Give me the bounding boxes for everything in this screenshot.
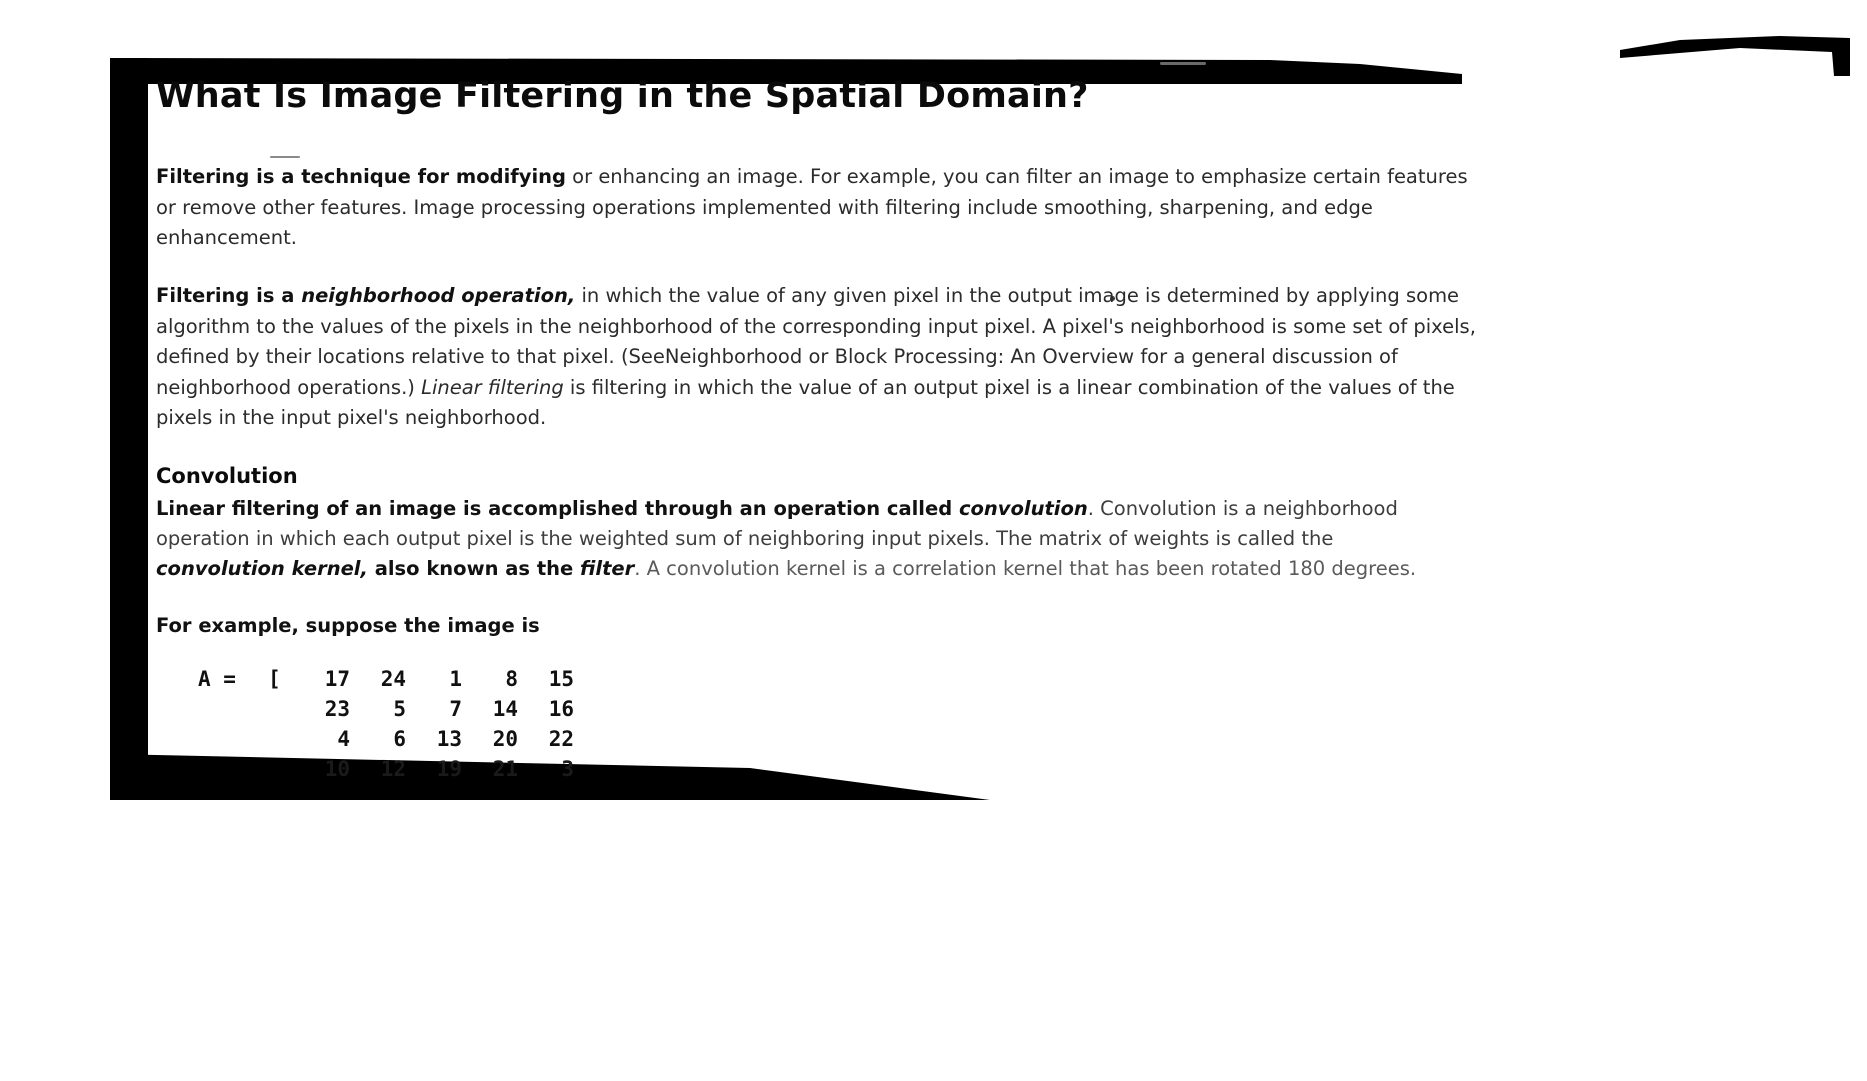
matrix-cell: 3 (561, 756, 574, 781)
term-filter: filter (580, 557, 635, 581)
paragraph-example-intro: For example, suppose the image is (156, 613, 540, 637)
matrix-cell: 24 (380, 667, 406, 692)
matrix-row (198, 695, 1716, 725)
paragraph-convolution-part4: . A convolution kernel is a correlation kernel that has been rotated 180 degrees. (634, 557, 1417, 581)
paragraph-intro-part1: Filtering is a technique for modifying (156, 165, 566, 189)
matrix-cell: 7 (449, 696, 462, 721)
paragraph-neighborhood-part2: in which the value of any given pixel in the output image is determined by applying some algorithm to the values of the pixels in the neighborhood of the corresponding input pixel. A pixel's neighborhood is some set of pixels, defined by their locations relative to that pixel. (SeeNeighborhood or Block Processing: An Overview for a general discussion of neighborhood operations.) (156, 284, 1476, 399)
matrix-cell: 12 (380, 756, 406, 781)
matrix-cell: 1 (449, 667, 462, 692)
matrix-row (198, 755, 1716, 785)
term-neighborhood-operation: neighborhood operation, (301, 284, 576, 308)
paragraph-intro-part2: or enhancing an image. For example, you can filter an image to emphasize certain features or remove other features. Image processing operations implemented with filtering include smoothing, sharpening, and edge enhancement. (156, 165, 1468, 250)
matrix-cell: 6 (393, 726, 406, 751)
matrix-cell: 17 (324, 667, 350, 692)
term-convolution: convolution (958, 496, 1088, 520)
matrix-cell: 8 (505, 667, 518, 692)
matrix-cell: 5 (393, 696, 406, 721)
matrix-cell: 13 (436, 726, 462, 751)
matrix-cell: 19 (436, 756, 462, 781)
paragraph-neighborhood (156, 281, 1486, 433)
matrix-cell: 23 (324, 696, 350, 721)
paragraph-convolution-part2: . Convolution is a neighborhood operation in which each output pixel is the weighted sum of neighboring input pixels. The matrix of weights is called the (156, 496, 1398, 550)
matrix-row (198, 725, 1716, 755)
paragraph-intro (156, 162, 1476, 253)
scanned-document-page (110, 36, 1770, 796)
paragraph-convolution-part1: Linear filtering of an image is accomplished through an operation called (156, 496, 959, 520)
scan-border-top-right (1620, 36, 1867, 76)
paragraph-neighborhood-part1: Filtering is a (156, 284, 302, 308)
page-title: What Is Image Filtering in the Spatial Domain? (156, 76, 1089, 116)
matrix-cell: 20 (492, 726, 518, 751)
matrix-open-bracket: [ (268, 667, 281, 692)
matrix-cell: 16 (548, 696, 574, 721)
matrix-cell: 14 (492, 696, 518, 721)
scan-border-left (110, 58, 148, 796)
document-body (156, 76, 1716, 784)
matrix-block (198, 665, 1716, 784)
matrix-row (198, 665, 1716, 695)
section-heading-convolution: Convolution (156, 463, 298, 488)
term-linear-filtering: Linear filtering (421, 375, 564, 399)
paragraph-neighborhood-part3: is filtering in which the value of an output pixel is a linear combination of the values of the pixels in the input pixel's neighborhood. (156, 375, 1455, 430)
matrix-cell: 21 (492, 756, 518, 781)
matrix-cell: 15 (548, 667, 574, 692)
term-convolution-kernel: convolution kernel, (156, 557, 368, 581)
paragraph-convolution (156, 494, 1456, 585)
matrix-cell: 10 (324, 756, 350, 781)
scan-speck (1160, 62, 1206, 65)
paragraph-convolution-part3: also known as the (367, 557, 581, 581)
matrix-cell: 22 (548, 726, 574, 751)
matrix-cell: 4 (337, 726, 350, 751)
matrix-label: A = (198, 667, 236, 692)
